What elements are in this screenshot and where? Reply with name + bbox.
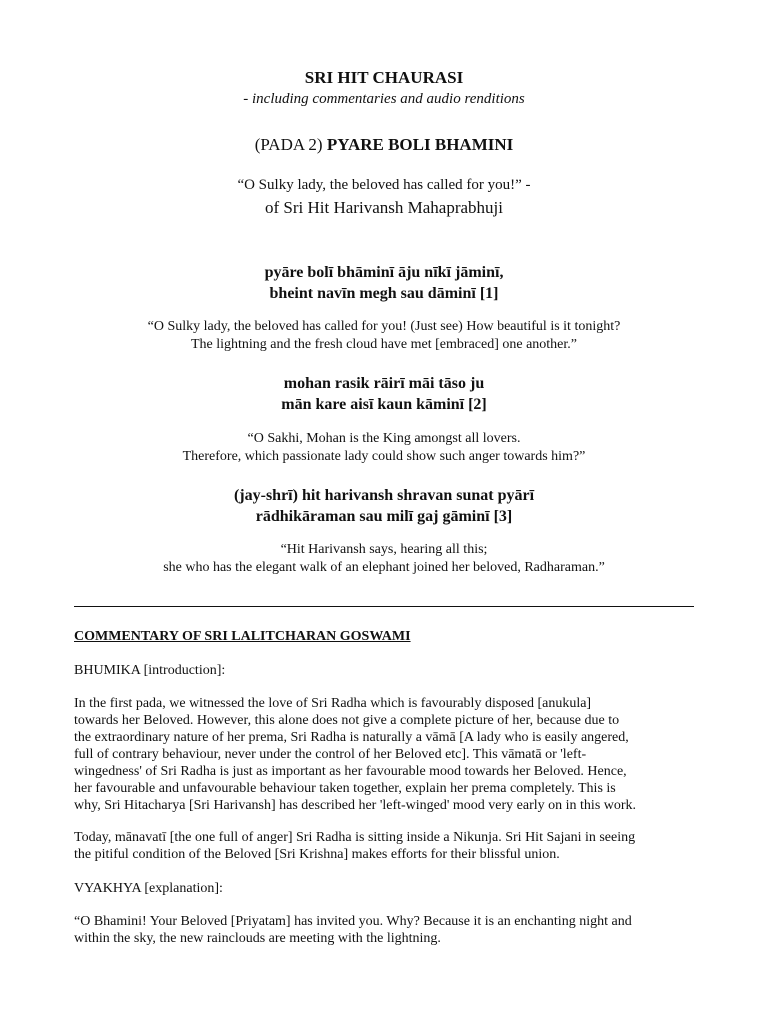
verse-2 bbox=[0, 373, 768, 415]
paragraph-line: Today, mānavatī [the one full of anger] Sri Radha is sitting inside a Nikunja. Sri Hit Sajani in seeing bbox=[74, 830, 636, 845]
pada-author: of Sri Hit Harivansh Mahaprabhuji bbox=[265, 198, 503, 217]
paragraph-line: wingedness' of Sri Radha is just as important as her favourable mood towards her Beloved. Hence, bbox=[74, 764, 627, 779]
verse-line: bheint navīn megh sau dāminī [1] bbox=[269, 285, 499, 302]
commentary-heading bbox=[74, 628, 694, 645]
translation-line: Therefore, which passionate lady could show such anger towards him?” bbox=[182, 449, 586, 464]
pada-name: PYARE BOLI BHAMINI bbox=[326, 135, 514, 154]
bhumika-label: BHUMIKA [introduction]: bbox=[74, 663, 226, 678]
verse-2-translation bbox=[0, 430, 768, 466]
pada-quote: “O Sulky lady, the beloved has called for you!” - bbox=[237, 177, 531, 193]
verse-3 bbox=[0, 485, 768, 527]
pada-number: (PADA 2) bbox=[254, 135, 323, 154]
pada-heading bbox=[0, 135, 768, 155]
verse-line: mān kare aisī kaun kāminī [2] bbox=[281, 396, 487, 413]
verse-1 bbox=[0, 262, 768, 304]
translation-line: “Hit Harivansh says, hearing all this; bbox=[280, 542, 488, 557]
paragraph-line: “O Bhamini! Your Beloved [Priyatam] has invited you. Why? Because it is an enchanting night and bbox=[74, 914, 632, 929]
translation-line: The lightning and the fresh cloud have met [embraced] one another.” bbox=[190, 337, 578, 352]
translation-line: she who has the elegant walk of an elephant joined her beloved, Radharaman.” bbox=[163, 560, 605, 575]
paragraph-line: towards her Beloved. However, this alone does not give a complete picture of her, because due to bbox=[74, 713, 620, 728]
vyakhya-label: VYAKHYA [explanation]: bbox=[74, 881, 223, 896]
document-subtitle: - including commentaries and audio renditions bbox=[243, 91, 525, 107]
paragraph-line: why, Sri Hitacharya [Sri Harivansh] has described her 'left-winged' mood very early on in this work. bbox=[74, 798, 637, 813]
paragraph-line: In the first pada, we witnessed the love of Sri Radha which is favourably disposed [anukula] bbox=[74, 696, 592, 711]
verse-line: mohan rasik rāirī māi tāso ju bbox=[283, 375, 485, 392]
paragraph-line: within the sky, the new rainclouds are meeting with the lightning. bbox=[74, 931, 441, 946]
verse-line: pyāre bolī bhāminī āju nīkī jāminī, bbox=[264, 264, 504, 281]
verse-line: rādhikāraman sau milī gaj gāminī [3] bbox=[255, 508, 513, 525]
bhumika-paragraph bbox=[74, 695, 694, 814]
translation-line: “O Sakhi, Mohan is the King amongst all lovers. bbox=[247, 431, 521, 446]
nikunja-paragraph bbox=[74, 829, 694, 863]
paragraph-line: the extraordinary nature of her prema, Sri Radha is naturally a vāmā [A lady who is easily angered, bbox=[74, 730, 629, 745]
commentary-title: COMMENTARY OF SRI LALITCHARAN GOSWAMI bbox=[74, 629, 411, 644]
paragraph-line: her favourable and unfavourable behaviour taken together, explain her prema completely. This is bbox=[74, 781, 616, 796]
section-divider bbox=[74, 606, 694, 607]
paragraph-line: full of contrary behaviour, never under the control of her Beloved etc]. This vāmatā or 'left- bbox=[74, 747, 587, 762]
verse-3-translation bbox=[0, 541, 768, 577]
verse-1-translation bbox=[0, 318, 768, 354]
translation-line: “O Sulky lady, the beloved has called for you! (Just see) How beautiful is it tonight? bbox=[147, 319, 621, 334]
document-title: SRI HIT CHAURASI bbox=[304, 68, 464, 87]
verse-line: (jay-shrī) hit harivansh shravan sunat pyārī bbox=[233, 487, 535, 504]
vyakhya-paragraph bbox=[74, 913, 694, 947]
paragraph-line: the pitiful condition of the Beloved [Sri Krishna] makes efforts for their blissful union. bbox=[74, 847, 560, 862]
